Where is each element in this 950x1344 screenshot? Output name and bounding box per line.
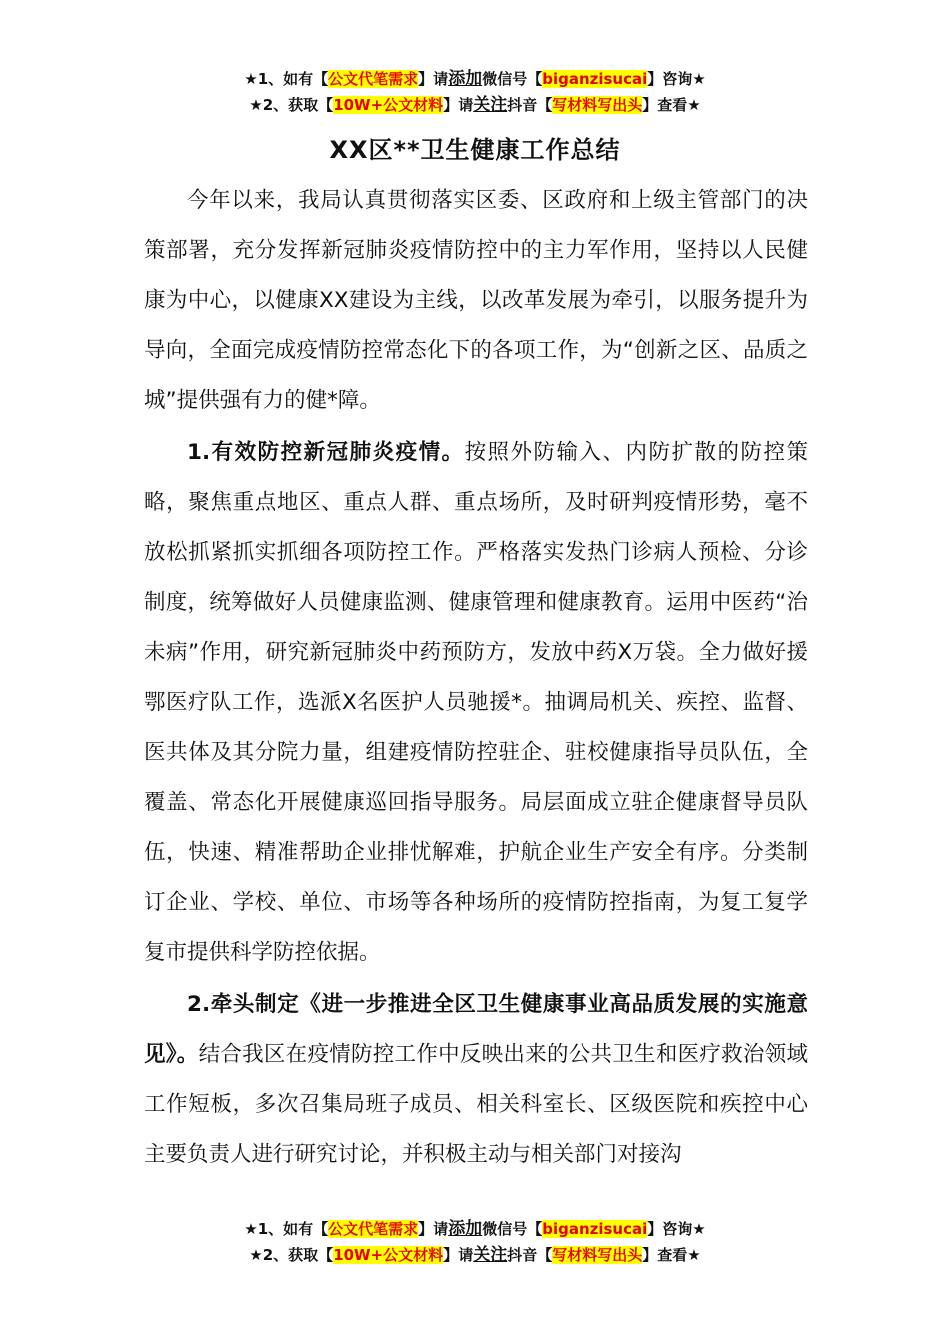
banner-text: 1、如有【 [257,1220,329,1238]
banner-highlight: 公文代笔需求 [328,1220,419,1238]
paragraph-lead: 2.牵头制定《进一步推进全区卫生健康事业高品质发展的实施意见》。 [144,992,808,1067]
document-title: XX区**卫生健康工作总结 [329,136,621,164]
star-icon: ★ [687,96,701,114]
paragraph-intro [144,176,808,426]
top-banner [0,66,950,118]
banner-underlined-text: 关注 [473,1245,508,1265]
banner-highlight: biganzisucai [542,1220,648,1238]
star-icon: ★ [244,70,258,88]
star-icon: ★ [244,1220,258,1238]
star-icon: ★ [249,1246,263,1264]
banner-underlined-text: 添加 [448,69,483,89]
banner-highlight: 10W+公文材料 [333,1246,444,1264]
banner-text: 微信号【 [482,1220,543,1238]
star-icon: ★ [692,70,706,88]
banner-text: 微信号【 [482,70,543,88]
banner-highlight: biganzisucai [542,70,648,88]
document-body [144,176,808,1180]
banner-highlight: 写材料写出头 [552,96,643,114]
banner-text: 】请 [418,1220,449,1238]
banner-text: 】咨询 [647,1220,693,1238]
banner-line-2 [0,1242,950,1268]
banner-highlight: 公文代笔需求 [328,70,419,88]
banner-line-1 [0,1216,950,1242]
banner-text: 】咨询 [647,70,693,88]
banner-text: 】查看 [642,1246,688,1264]
banner-text: 】请 [418,70,449,88]
banner-text: 1、如有【 [257,70,329,88]
banner-line-1 [0,66,950,92]
banner-text: 】请 [443,96,474,114]
star-icon: ★ [249,96,263,114]
banner-line-2 [0,92,950,118]
banner-underlined-text: 添加 [448,1219,483,1239]
paragraph-text: 今年以来，我局认真贯彻落实区委、区政府和上级主管部门的决策部署，充分发挥新冠肺炎疫情防控中的主力军作用，坚持以人民健康为中心，以健康XX建设为主线，以改革发展为牵引，以服务提升为导向，全面完成疫情防控常态化下的各项工作，为“创新之区、品质之城”提供强有力的健*障。 [144,188,808,413]
paragraph-text: 结合我区在疫情防控工作中反映出来的公共卫生和医疗救治领域工作短板，多次召集局班子成员、相关科室长、区级医院和疾控中心主要负责人进行研究讨论，并积极主动与相关部门对接沟 [144,1042,808,1167]
banner-text: 2、获取【 [262,96,334,114]
paragraph-text: 按照外防输入、内防扩散的防控策略，聚焦重点地区、重点人群、重点场所，及时研判疫情形势，毫不放松抓紧抓实抓细各项防控工作。严格落实发热门诊病人预检、分诊制度，统筹做好人员健康监测、健康管理和健康教育。运用中医药“治未病”作用，研究新冠肺炎中药预防方，发放中药X万袋。全力做好援鄂医疗队工作，选派X名医护人员驰援*。抽调局机关、疾控、监督、医共体及其分院力量，组建疫情防控驻企、驻校健康指导员队伍，全覆盖、常态化开展健康巡回指导服务。局层面成立驻企健康督导员队伍，快速、精准帮助企业排忧解难，护航企业生产安全有序。分类制订企业、学校、单位、市场等各种场所的疫情防控指南，为复工复学复市提供科学防控依据。 [144,440,808,965]
star-icon: ★ [692,1220,706,1238]
banner-underlined-text: 关注 [473,95,508,115]
banner-text: 抖音【 [507,96,553,114]
paragraph-section-1 [144,428,808,978]
star-icon: ★ [687,1246,701,1264]
banner-text: 】请 [443,1246,474,1264]
paragraph-section-2 [144,980,808,1180]
banner-text: 抖音【 [507,1246,553,1264]
banner-text: 】查看 [642,96,688,114]
paragraph-lead: 1.有效防控新冠肺炎疫情。 [187,440,465,465]
banner-highlight: 10W+公文材料 [333,96,444,114]
bottom-banner [0,1216,950,1268]
banner-highlight: 写材料写出头 [552,1246,643,1264]
banner-text: 2、获取【 [262,1246,334,1264]
